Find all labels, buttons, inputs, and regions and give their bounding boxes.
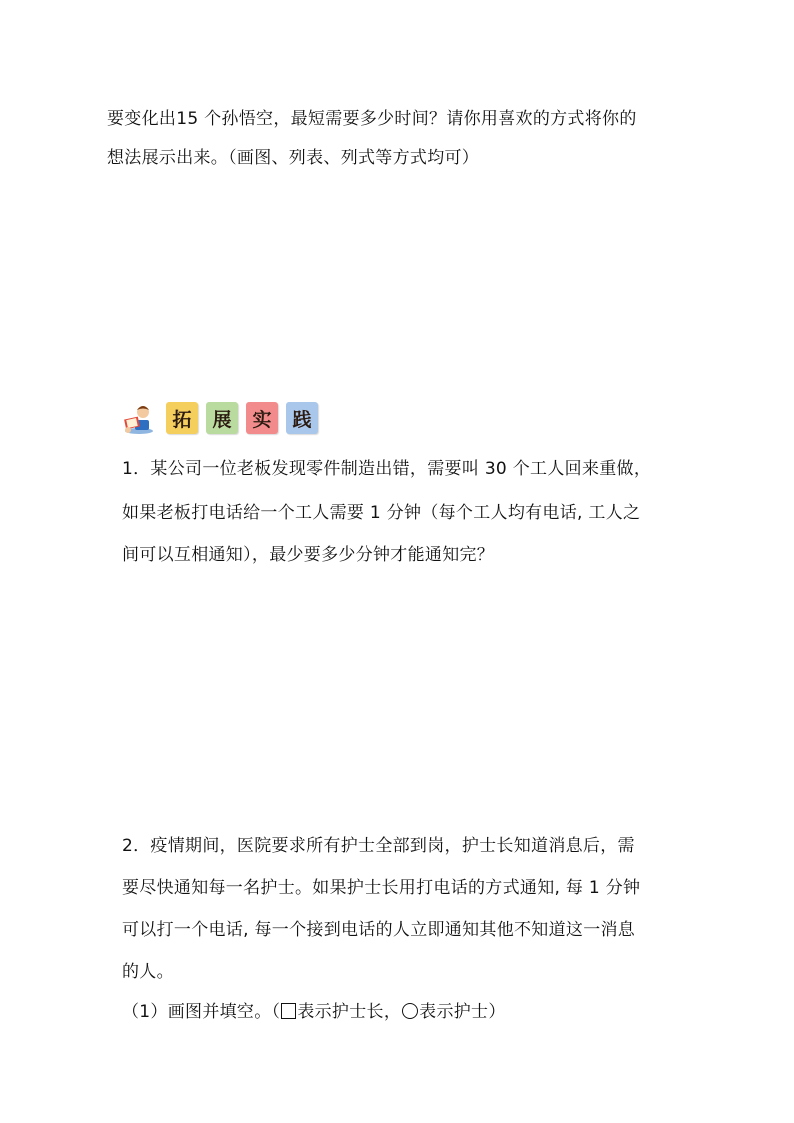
q2-line-3: 可以打一个电话, 每一个接到电话的人立即通知其他不知道这一消息 <box>122 920 636 940</box>
q2-line-2: 要尽快通知每一名护士。如果护士长用打电话的方式通知, 每 1 分钟 <box>122 878 641 898</box>
intro-line-2: 想法展示出来。（画图、列表、列式等方式均可） <box>107 148 480 168</box>
section-tile-2: 展 <box>206 402 238 434</box>
intro-line-1: 要变化出15 个孙悟空，最短需要多少时间？请你用喜欢的方式将你的 <box>107 109 637 129</box>
section-tile-1: 拓 <box>166 402 198 434</box>
q2-sub1-prefix: （1）画图并填空。（ <box>122 1002 281 1022</box>
q1-line-1: 1．某公司一位老板发现零件制造出错，需要叫 30 个工人回来重做， <box>122 459 652 479</box>
child-reading-icon <box>122 400 158 436</box>
square-symbol-icon <box>281 1003 296 1019</box>
q2-line-4: 的人。 <box>122 962 174 982</box>
q2-line-1: 2．疫情期间，医院要求所有护士全部到岗，护士长知道消息后，需 <box>122 836 635 856</box>
section-tile-3: 实 <box>246 402 278 434</box>
circle-symbol-icon <box>402 1003 418 1019</box>
q2-sub1 <box>122 1000 506 1024</box>
q1-line-3: 间可以互相通知），最少要多少分钟才能通知完？ <box>122 545 495 565</box>
q2-circle-text: 表示护士） <box>419 1002 506 1022</box>
q1-line-2: 如果老板打电话给一个工人需要 1 分钟（每个工人均有电话, 工人之 <box>122 503 641 523</box>
section-tile-4: 践 <box>286 402 318 434</box>
q2-square-text: 表示护士长， <box>297 1002 402 1022</box>
section-banner <box>122 400 318 436</box>
